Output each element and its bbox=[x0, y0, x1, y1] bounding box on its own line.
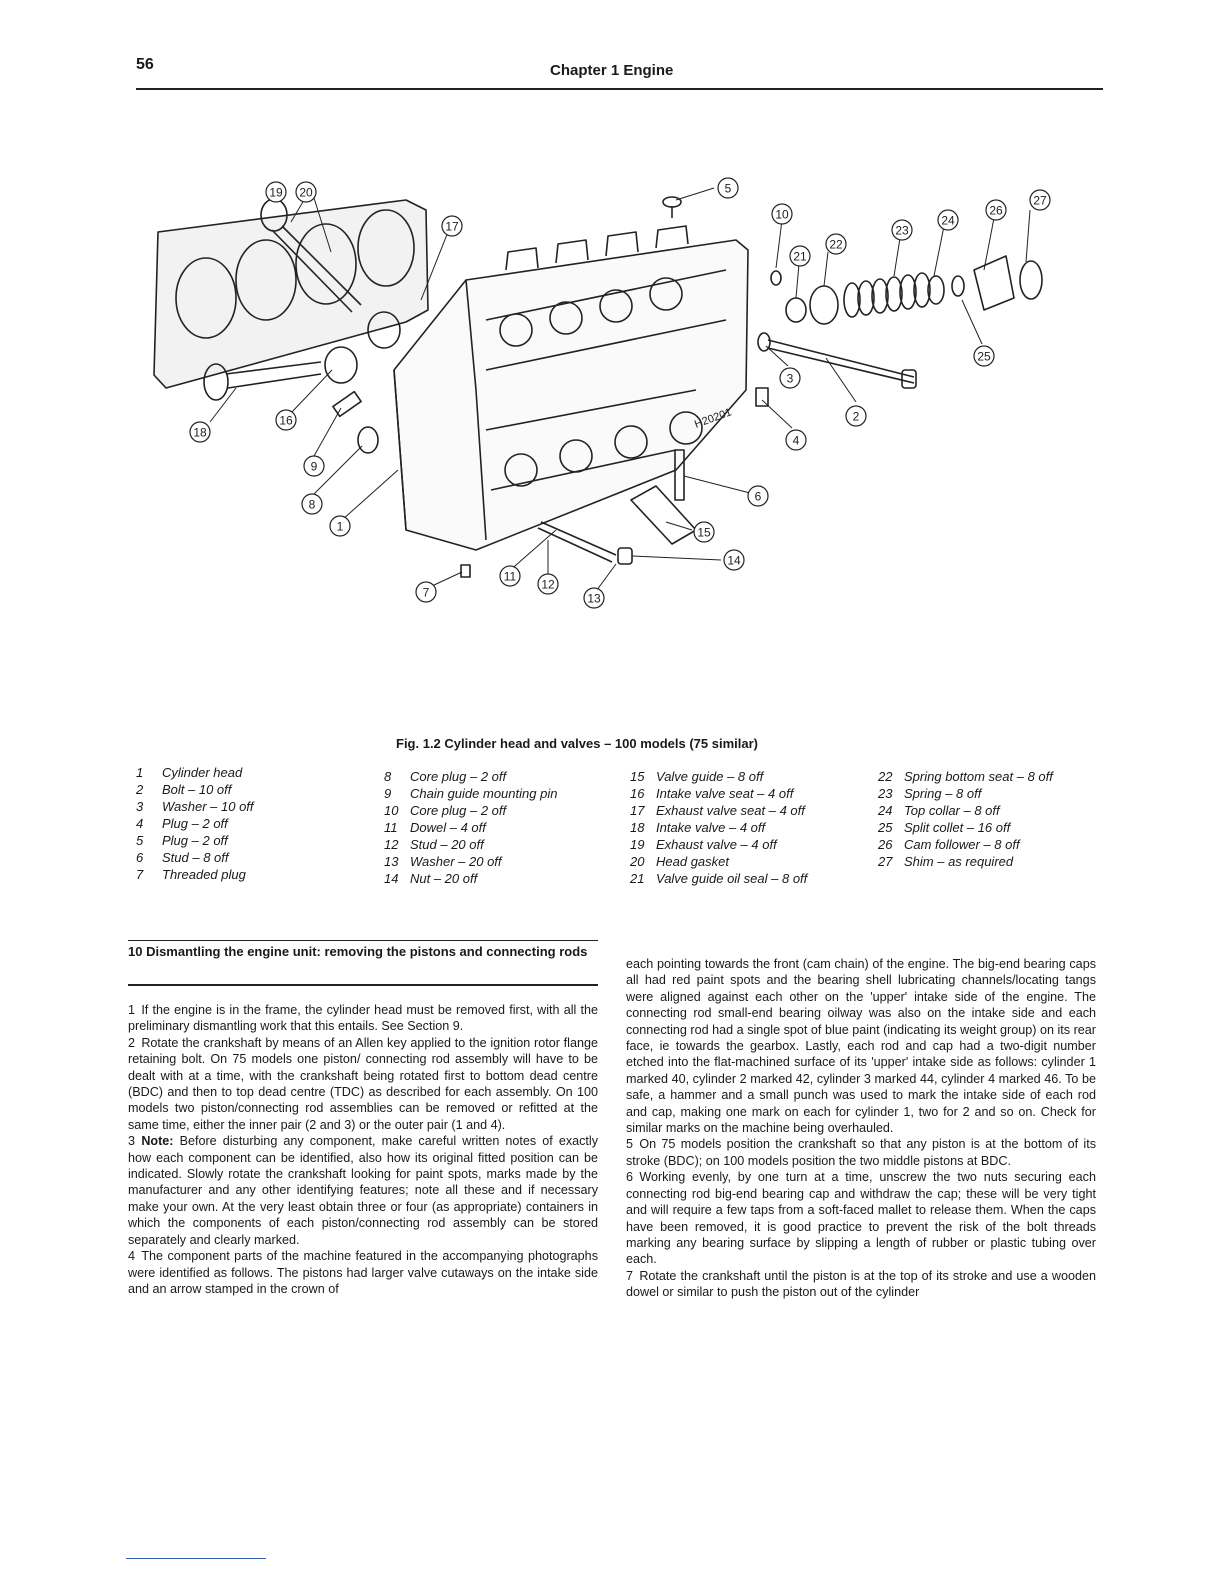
legend-item-number: 12 bbox=[384, 837, 399, 852]
legend-item bbox=[878, 802, 1053, 819]
legend-item-number: 20 bbox=[630, 854, 645, 869]
legend-item-text: Intake valve seat – 4 off bbox=[656, 786, 794, 801]
legend-item-text: Split collet – 16 off bbox=[904, 820, 1011, 835]
callout-label: 9 bbox=[310, 459, 318, 474]
callout-label: 1 bbox=[336, 519, 344, 534]
valve-spring-drawing bbox=[844, 273, 930, 317]
legend-item bbox=[878, 853, 1053, 870]
callout-label: 15 bbox=[697, 525, 711, 540]
legend-item bbox=[878, 785, 1053, 802]
callout-17 bbox=[442, 216, 462, 236]
legend-item-number: 8 bbox=[384, 769, 392, 784]
legend-item-text: Threaded plug bbox=[162, 867, 246, 882]
legend-item-number: 22 bbox=[878, 769, 893, 784]
legend-item bbox=[630, 819, 807, 836]
paragraph-text: Working evenly, by one turn at a time, unscrew the two nuts securing each connecting rod big-end bearing cap and withdraw the cap; these will be very tight and will require a few taps from a soft-faced mallet to release them. When the caps have been removed, it is good practice to prevent the risk of the bolt threads marking any bearing surface by slipping a length of rubber or plastic tubing over each. bbox=[626, 1170, 1096, 1267]
callout-14 bbox=[724, 550, 744, 570]
legend-item-number: 23 bbox=[878, 786, 893, 801]
paragraph-number: 7 bbox=[626, 1268, 634, 1283]
legend-item-number: 5 bbox=[136, 833, 144, 848]
callout-label: 26 bbox=[989, 203, 1003, 218]
text-column-right bbox=[626, 956, 1096, 1301]
legend-column-1 bbox=[136, 764, 254, 883]
legend-item-number: 26 bbox=[878, 837, 893, 852]
callout-27 bbox=[1030, 190, 1050, 210]
callout-label: 6 bbox=[754, 489, 762, 504]
callout-label: 18 bbox=[193, 425, 207, 440]
legend-item bbox=[630, 802, 807, 819]
legend-item bbox=[630, 853, 807, 870]
legend-item-number: 24 bbox=[878, 803, 893, 818]
legend-item-number: 21 bbox=[630, 871, 645, 886]
section-rule-top bbox=[128, 940, 598, 941]
legend-item bbox=[136, 815, 254, 832]
legend-item-number: 14 bbox=[384, 871, 399, 886]
footnote-rule bbox=[126, 1558, 266, 1559]
callout-20 bbox=[296, 182, 316, 202]
legend-item bbox=[630, 768, 807, 785]
legend-item bbox=[384, 819, 557, 836]
callout-label: 25 bbox=[977, 349, 991, 364]
head-gasket-drawing bbox=[154, 200, 428, 388]
paragraph-text: On 75 models position the crankshaft so that any piston is at the bottom of its stroke (BDC); on 100 models position the two middle pistons at BDC. bbox=[626, 1137, 1096, 1168]
callout-label: 19 bbox=[269, 185, 283, 200]
drawing-reference: H20201 bbox=[692, 406, 734, 431]
legend-item-text: Valve guide oil seal – 8 off bbox=[656, 871, 808, 886]
legend-item bbox=[384, 768, 557, 785]
legend-item-number: 9 bbox=[384, 786, 392, 801]
callout-3 bbox=[780, 368, 800, 388]
callout-19 bbox=[266, 182, 286, 202]
legend-item bbox=[136, 764, 254, 781]
legend-item-text: Cam follower – 8 off bbox=[904, 837, 1020, 852]
exploded-view-drawing bbox=[136, 170, 1103, 640]
legend-item-text: Chain guide mounting pin bbox=[410, 786, 558, 801]
callout-7 bbox=[416, 582, 436, 602]
section-rule-bottom bbox=[128, 984, 598, 986]
callout-9 bbox=[304, 456, 324, 476]
header-rule bbox=[136, 88, 1103, 90]
paragraph-text: The component parts of the machine featured in the accompanying photographs were identified as follows. The pistons had larger valve cutaways on the intake side and an arrow stamped in the crown of bbox=[128, 1249, 598, 1296]
legend-item-text: Plug – 2 off bbox=[162, 816, 228, 831]
paragraph-lead: Note: bbox=[141, 1134, 174, 1149]
legend-item bbox=[384, 785, 557, 802]
callout-15 bbox=[694, 522, 714, 542]
callout-25 bbox=[974, 346, 994, 366]
legend-item-text: Valve guide – 8 off bbox=[656, 769, 764, 784]
chapter-title: Chapter 1 Engine bbox=[550, 62, 674, 79]
callout-12 bbox=[538, 574, 558, 594]
callout-6 bbox=[748, 486, 768, 506]
legend-item-text: Exhaust valve seat – 4 off bbox=[656, 803, 805, 818]
legend-column-4 bbox=[878, 768, 1053, 870]
legend-item-number: 1 bbox=[136, 765, 144, 780]
legend-item-number: 3 bbox=[136, 799, 144, 814]
callout-label: 5 bbox=[724, 181, 732, 196]
callout-label: 22 bbox=[829, 237, 843, 252]
legend-item-number: 25 bbox=[878, 820, 893, 835]
paragraph-text: If the engine is in the frame, the cylinder head must be removed first, with all the preliminary dismantling work that this entails. See Section 9. bbox=[128, 1003, 598, 1034]
paragraph-number: 5 bbox=[626, 1137, 634, 1152]
legend-item-text: Spring – 8 off bbox=[904, 786, 982, 801]
legend-item-number: 11 bbox=[384, 820, 398, 835]
callout-label: 27 bbox=[1033, 193, 1047, 208]
legend-item-text: Exhaust valve – 4 off bbox=[656, 837, 777, 852]
legend-item-text: Cylinder head bbox=[162, 765, 243, 780]
paragraph-number: 4 bbox=[128, 1249, 136, 1264]
legend-item bbox=[136, 798, 254, 815]
paragraph bbox=[626, 956, 1096, 1136]
legend-item bbox=[630, 785, 807, 802]
legend-item bbox=[630, 836, 807, 853]
paragraph-text: each pointing towards the front (cam chain) of the engine. The big-end bearing caps all had red paint spots and the bearing shell lubricating channels/locating tangs were aligned against each other on the 'upper' intake side of the engine. The connecting rod small-end bearing oilway was also on the intake side and each connecting rod had a single spot of blue paint (indicating its weight group) on its rear face, ie towards the gearbox. Lastly, each rod and cap had a two-digit number etched into the flat-machined surface of its 'upper' intake side as follows: cylinder 1 marked 40, cylinder 2 marked 42, cylinder 3 marked 44, cylinder 4 marked 46. To be safe, a hammer and a small punch was used to mark the intake side of each rod and cap, making one mark on each for cylinder 1, two for 2 and so on. Check for similar marks on the machine being overhauled. bbox=[626, 957, 1096, 1136]
callout-5 bbox=[718, 178, 738, 198]
callout-label: 2 bbox=[852, 409, 860, 424]
legend-item-text: Stud – 8 off bbox=[162, 850, 229, 865]
legend-item bbox=[136, 866, 254, 883]
callout-label: 16 bbox=[279, 413, 293, 428]
callout-23 bbox=[892, 220, 912, 240]
legend-item bbox=[384, 853, 557, 870]
paragraph-text: Before disturbing any component, make careful written notes of exactly how each component can be identified, also how its original fitted position can be indicated. Slowly rotate the crankshaft looking for paint spots, marks made by the manufacturer and any other identifying features; note all these and if necessary make your own. At the very least obtain three or four (as appropriate) containers in which the components of each piston/connecting rod assembly can be stored separately and clearly marked. bbox=[128, 1134, 599, 1247]
callout-label: 11 bbox=[503, 569, 517, 584]
callout-2 bbox=[846, 406, 866, 426]
callout-4 bbox=[786, 430, 806, 450]
legend-item-number: 2 bbox=[136, 782, 144, 797]
text-column-left bbox=[128, 1002, 598, 1297]
legend-item-text: Washer – 20 off bbox=[410, 854, 502, 869]
paragraph bbox=[626, 1169, 1096, 1267]
legend-item bbox=[136, 832, 254, 849]
section-title: 10 Dismantling the engine unit: removing the pistons and connecting rods bbox=[128, 944, 588, 959]
legend-item-text: Stud – 20 off bbox=[410, 837, 484, 852]
callout-26 bbox=[986, 200, 1006, 220]
legend-item-number: 6 bbox=[136, 850, 144, 865]
legend-item bbox=[630, 870, 807, 887]
legend-item-text: Dowel – 4 off bbox=[410, 820, 486, 835]
callout-16 bbox=[276, 410, 296, 430]
legend-item bbox=[136, 849, 254, 866]
callout-11 bbox=[500, 566, 520, 586]
callout-label: 14 bbox=[727, 553, 741, 568]
legend-column-3 bbox=[630, 768, 807, 887]
legend-item-number: 18 bbox=[630, 820, 645, 835]
legend-column-2 bbox=[384, 768, 557, 887]
paragraph-text: Rotate the crankshaft by means of an Allen key applied to the ignition rotor flange retaining bolt. On 75 models one piston/ connecting rod assembly will have to be dealt with at a time, with the crankshaft being rotated first to bottom dead centre (BDC) and then to top dead centre (TDC) as described for each assembly. On 100 models two piston/connecting rod assemblies can be removed or refitted at the same time, either the inner pair (2 and 3) or the outer pair (1 and 4). bbox=[128, 1035, 598, 1132]
callout-18 bbox=[190, 422, 210, 442]
callout-label: 10 bbox=[775, 207, 789, 222]
callout-label: 23 bbox=[895, 223, 909, 238]
legend-item-text: Nut – 20 off bbox=[410, 871, 478, 886]
legend-item-text: Washer – 10 off bbox=[162, 799, 254, 814]
legend-item bbox=[384, 802, 557, 819]
legend-item-text: Top collar – 8 off bbox=[904, 803, 1000, 818]
legend-item-number: 10 bbox=[384, 803, 399, 818]
legend-item-text: Shim – as required bbox=[904, 854, 1014, 869]
legend-item-number: 15 bbox=[630, 769, 645, 784]
callout-label: 21 bbox=[793, 249, 807, 264]
legend-item-text: Spring bottom seat – 8 off bbox=[904, 769, 1053, 784]
callout-label: 20 bbox=[299, 185, 313, 200]
legend-item bbox=[878, 836, 1053, 853]
legend-item-number: 4 bbox=[136, 816, 144, 831]
page-number: 56 bbox=[136, 56, 154, 73]
paragraph bbox=[626, 1136, 1096, 1169]
legend-item-text: Bolt – 10 off bbox=[162, 782, 232, 797]
legend-item-text: Head gasket bbox=[656, 854, 729, 869]
callout-8 bbox=[302, 494, 322, 514]
callout-label: 24 bbox=[941, 213, 955, 228]
callout-22 bbox=[826, 234, 846, 254]
figure-caption: Fig. 1.2 Cylinder head and valves – 100 models (75 similar) bbox=[396, 736, 758, 751]
callout-24 bbox=[938, 210, 958, 230]
callout-label: 4 bbox=[792, 433, 800, 448]
legend-item-text: Core plug – 2 off bbox=[410, 769, 507, 784]
paragraph-number: 3 bbox=[128, 1134, 136, 1149]
legend-item-number: 19 bbox=[630, 837, 645, 852]
legend-item-number: 27 bbox=[878, 854, 893, 869]
callout-label: 12 bbox=[541, 577, 555, 592]
callout-13 bbox=[584, 588, 604, 608]
callout-10 bbox=[772, 204, 792, 224]
callout-label: 3 bbox=[786, 371, 794, 386]
legend-item-text: Intake valve – 4 off bbox=[656, 820, 766, 835]
paragraph bbox=[128, 1035, 598, 1133]
callout-21 bbox=[790, 246, 810, 266]
callout-label: 8 bbox=[308, 497, 316, 512]
legend-item bbox=[384, 870, 557, 887]
callout-label: 13 bbox=[587, 591, 601, 606]
paragraph-number: 6 bbox=[626, 1170, 634, 1185]
legend-item bbox=[878, 819, 1053, 836]
paragraph bbox=[128, 1002, 598, 1035]
paragraph bbox=[128, 1133, 598, 1248]
callout-1 bbox=[330, 516, 350, 536]
legend-item bbox=[384, 836, 557, 853]
paragraph-number: 2 bbox=[128, 1035, 136, 1050]
legend-item-number: 17 bbox=[630, 803, 645, 818]
legend-item bbox=[136, 781, 254, 798]
paragraph bbox=[128, 1248, 598, 1297]
legend-item-number: 13 bbox=[384, 854, 399, 869]
cylinder-head-drawing bbox=[394, 226, 748, 550]
paragraph-number: 1 bbox=[128, 1003, 136, 1017]
legend-item-text: Core plug – 2 off bbox=[410, 803, 507, 818]
paragraph-text: Rotate the crankshaft until the piston is at the top of its stroke and use a wooden dowel or similar to push the piston out of the cylinder bbox=[626, 1268, 1096, 1300]
legend-item-number: 16 bbox=[630, 786, 645, 801]
legend-item-number: 7 bbox=[136, 867, 144, 882]
paragraph bbox=[626, 1268, 1096, 1301]
callout-label: 17 bbox=[445, 219, 459, 234]
legend-item bbox=[878, 768, 1053, 785]
callout-label: 7 bbox=[422, 585, 430, 600]
legend-item-text: Plug – 2 off bbox=[162, 833, 228, 848]
